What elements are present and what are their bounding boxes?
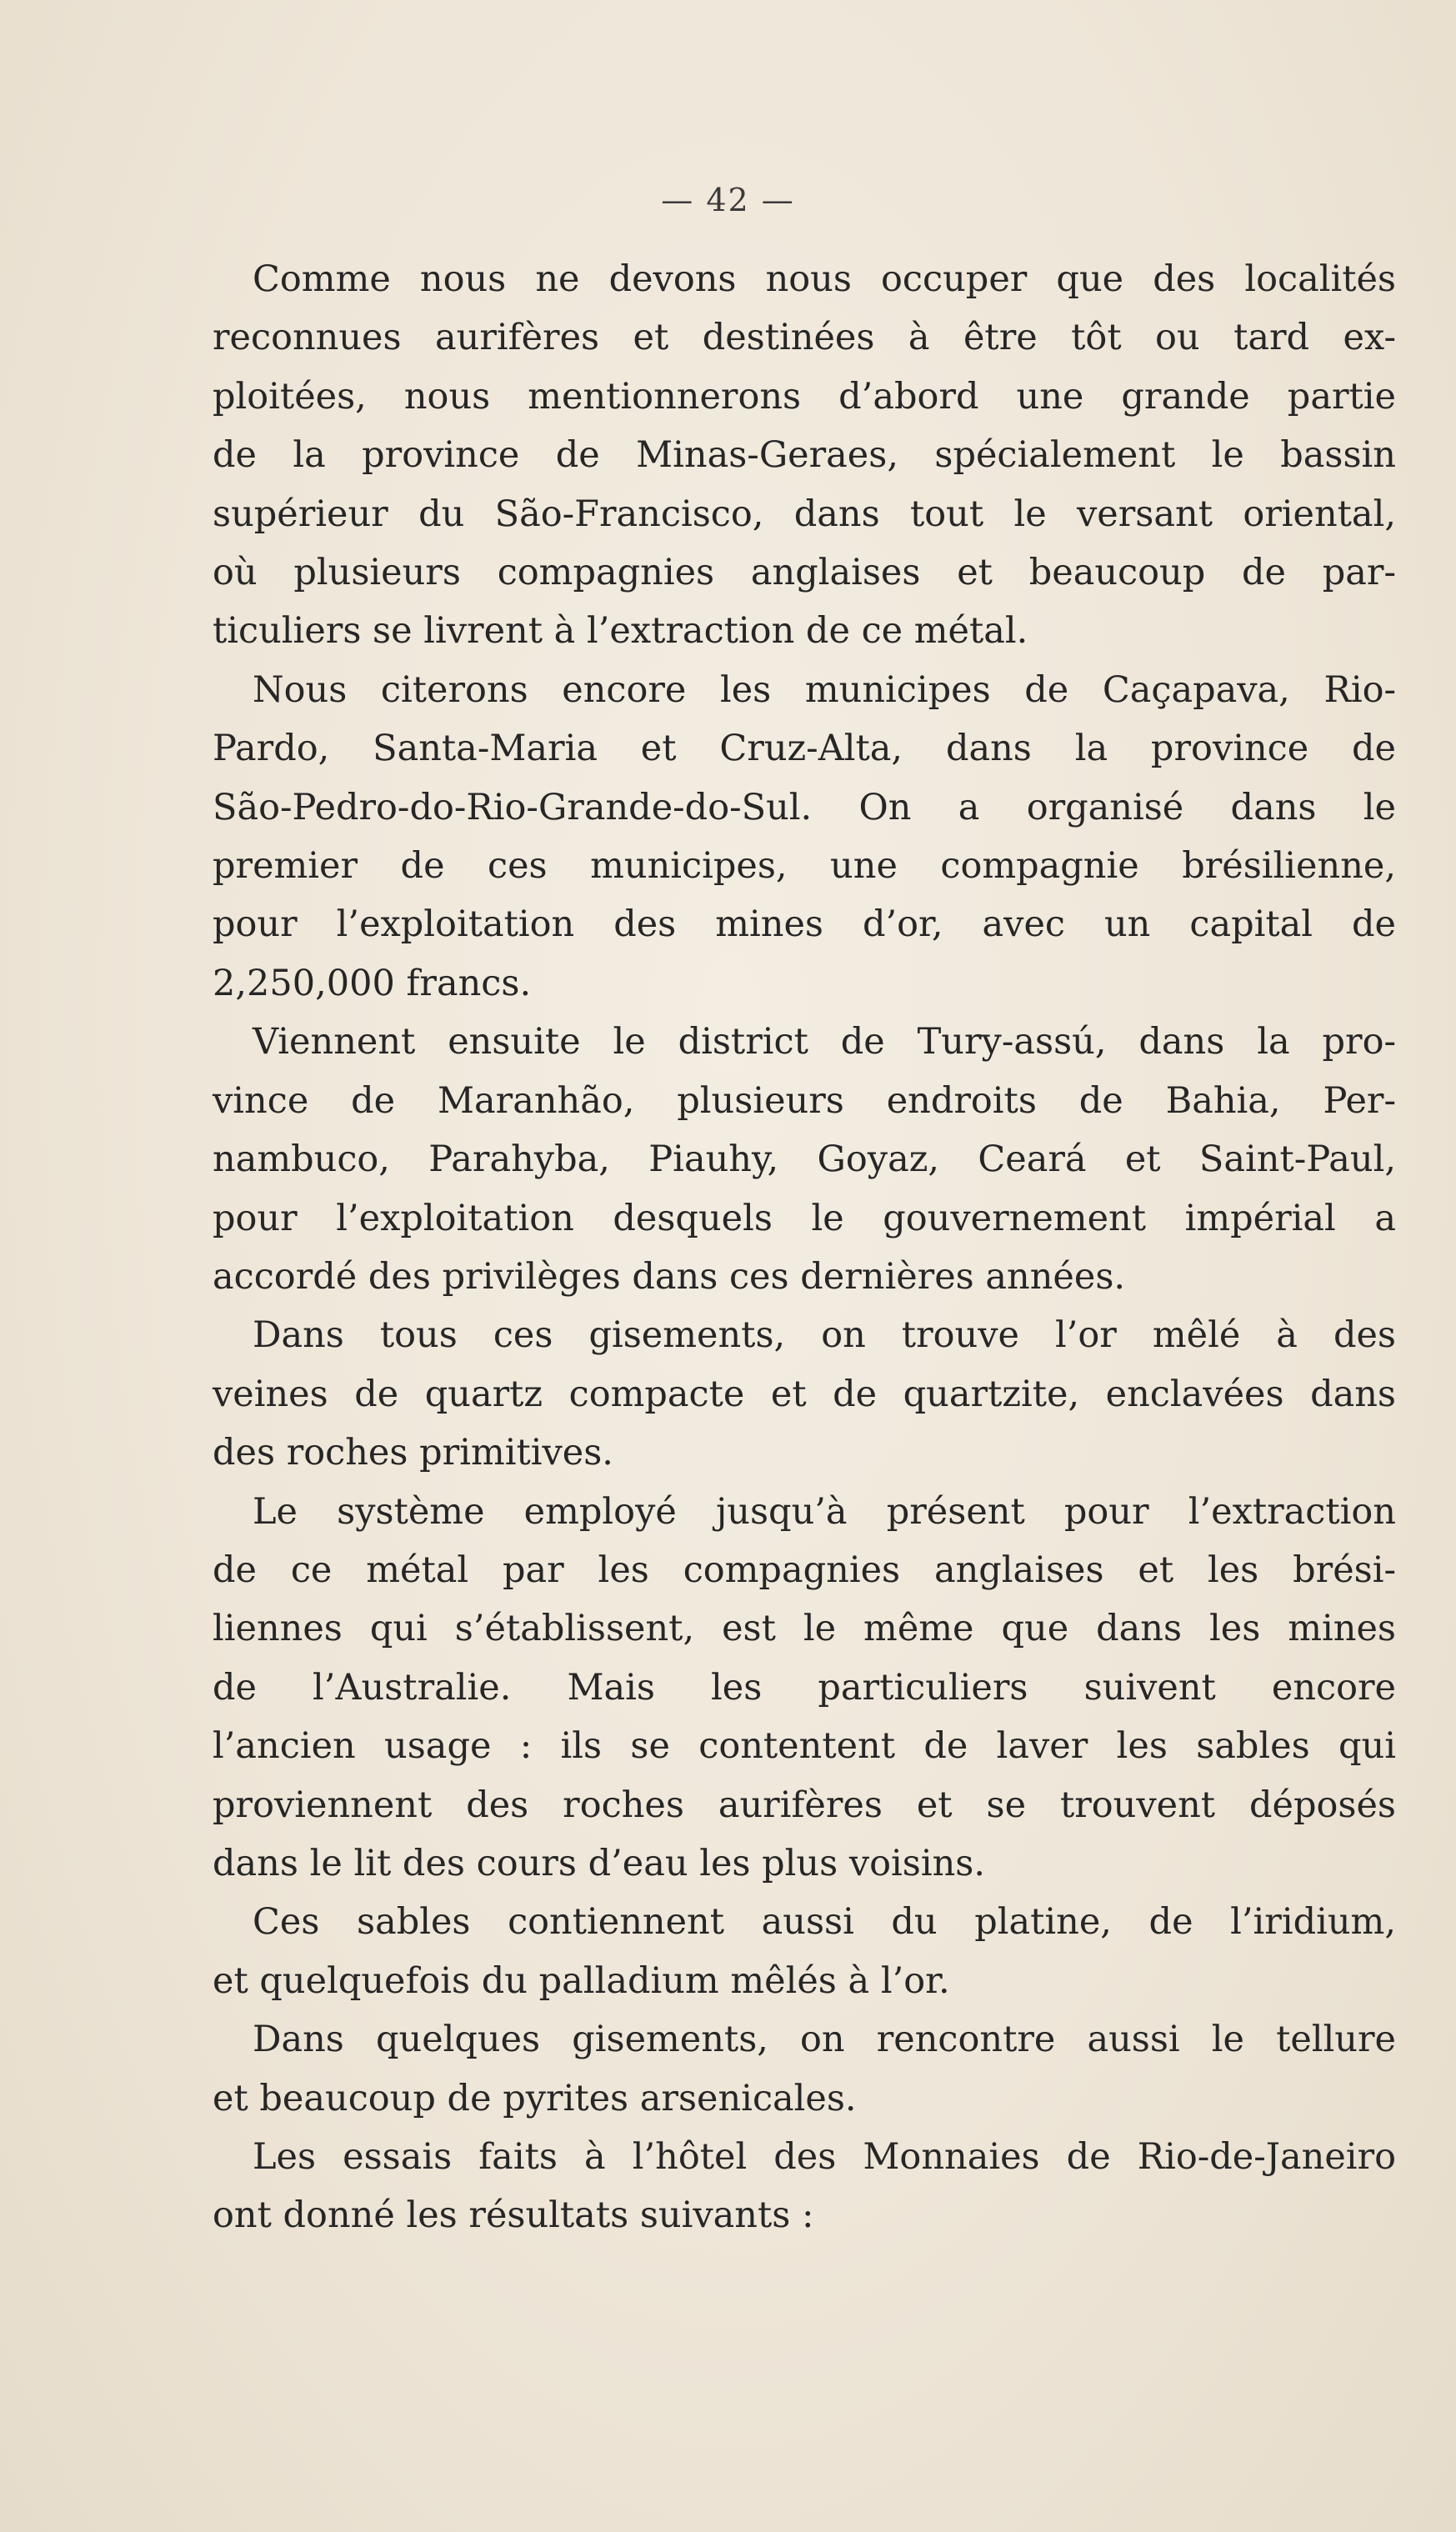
text-line: dans le lit des cours d’eau les plus voisins. <box>213 1842 986 1884</box>
text-line: nambuco, Parahyba, Piauhy, Goyaz, Ceará et Saint-Paul, <box>213 1138 1396 1181</box>
text-line: Ces sables contiennent aussi du platine, de l’iridium, <box>253 1901 1396 1944</box>
paragraph <box>213 661 1396 1013</box>
paragraph <box>213 2010 1396 2128</box>
text-line: liennes qui s’établissent, est le même que dans les mines <box>213 1608 1396 1650</box>
text-line: Dans tous ces gisements, on trouve l’or mêlé à des <box>253 1314 1396 1357</box>
text-line: 2,250,000 francs. <box>213 962 532 1004</box>
paragraph <box>213 2128 1396 2245</box>
text-line: et quelquefois du palladium mêlés à l’or. <box>213 1959 950 2002</box>
paragraph <box>213 1483 1396 1894</box>
text-line: des roches primitives. <box>213 1432 613 1474</box>
text-line: Dans quelques gisements, on rencontre aussi le tellure <box>253 2019 1396 2061</box>
text-line: proviennent des roches aurifères et se trouvent déposés <box>213 1784 1396 1826</box>
text-line: où plusieurs compagnies anglaises et beaucoup de par- <box>213 552 1396 594</box>
text-line: Viennent ensuite le district de Tury-assú, dans la pro- <box>253 1021 1396 1063</box>
text-line: ploitées, nous mentionnerons d’abord une grande partie <box>213 375 1396 418</box>
paragraph <box>213 1013 1396 1306</box>
page-number: — 42 — <box>661 182 795 218</box>
text-line: premier de ces municipes, une compagnie brésilienne, <box>213 845 1396 888</box>
text-line: de ce métal par les compagnies anglaises et les brési- <box>213 1549 1396 1591</box>
paragraph <box>213 1306 1396 1482</box>
text-line: Nous citerons encore les municipes de Caçapava, Rio- <box>253 668 1396 711</box>
paragraph <box>213 1893 1396 2010</box>
text-line: reconnues aurifères et destinées à être tôt ou tard ex- <box>213 317 1396 359</box>
text-line: pour l’exploitation des mines d’or, avec un capital de <box>213 903 1396 946</box>
text-line: São-Pedro-do-Rio-Grande-do-Sul. On a organisé dans le <box>213 786 1396 828</box>
body-text <box>213 250 1396 2245</box>
text-line: Le système employé jusqu’à présent pour l’extraction <box>253 1490 1396 1533</box>
text-line: Les essais faits à l’hôtel des Monnaies de Rio-de-Janeiro <box>253 2136 1396 2178</box>
text-line: de l’Australie. Mais les particuliers suivent encore <box>213 1666 1396 1709</box>
text-line: supérieur du São-Francisco, dans tout le versant oriental, <box>213 493 1396 535</box>
text-line: veines de quartz compacte et de quartzite, enclavées dans <box>213 1373 1396 1415</box>
text-line: Pardo, Santa-Maria et Cruz-Alta, dans la province de <box>213 728 1396 770</box>
text-line: l’ancien usage : ils se contentent de laver les sables qui <box>213 1725 1396 1768</box>
text-line: Comme nous ne devons nous occuper que des localités <box>253 258 1396 300</box>
text-line: ont donné les résultats suivants : <box>213 2194 814 2237</box>
text-line: ticuliers se livrent à l’extraction de ce métal. <box>213 610 1028 653</box>
text-line: et beaucoup de pyrites arsenicales. <box>213 2077 857 2119</box>
text-line: de la province de Minas-Geraes, spécialement le bassin <box>213 434 1396 477</box>
text-line: accordé des privilèges dans ces dernières années. <box>213 1255 1126 1298</box>
paragraph <box>213 250 1396 661</box>
text-line: vince de Maranhão, plusieurs endroits de Bahia, Per- <box>213 1079 1396 1122</box>
text-line: pour l’exploitation desquels le gouvernement impérial a <box>213 1197 1396 1239</box>
